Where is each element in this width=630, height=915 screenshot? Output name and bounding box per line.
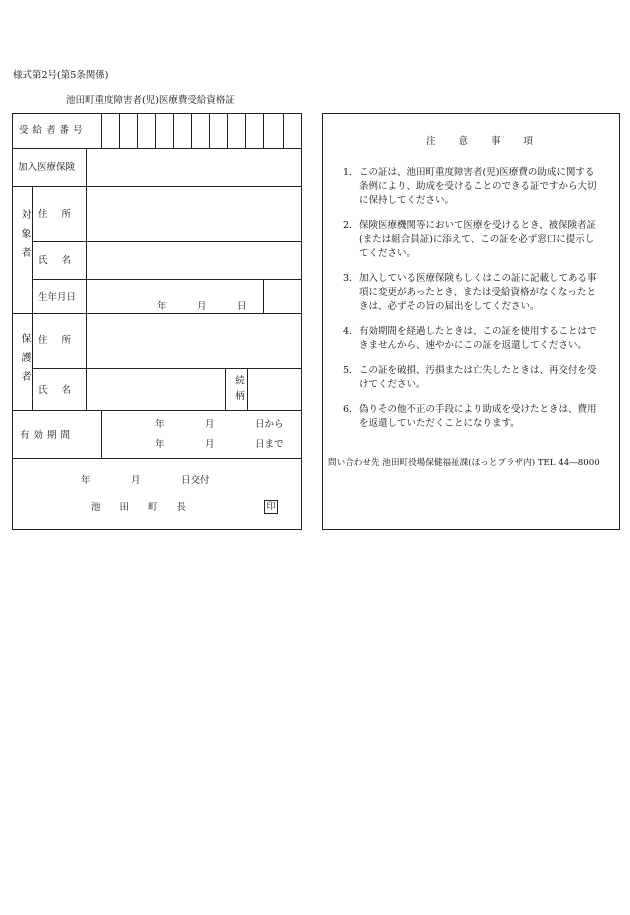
valid-to-year: 年 (155, 439, 165, 450)
notice-item: 3. 加入している医療保険もしくはこの証に記載してある事項に変更があったとき、または受給資格がなくなったときは、必ずその旨の届出をしてください。 (343, 273, 597, 312)
guardian-address-label: 住所 (38, 335, 86, 346)
certificate-card (12, 113, 302, 530)
notice-list (330, 166, 600, 442)
form-title: 池田町重度障害者(児)医療費受給資格証 (66, 95, 235, 106)
notice-item: 2. 保険医療機関等において医療を受けるとき、被保険者証(または組合員証)に添えて、この証を必ず窓口に提示してください。 (343, 220, 597, 259)
notice-item: 5. この証を破損、汚損または亡失したときは、再交付を受けてください。 (343, 365, 597, 390)
issued-year: 年 (81, 475, 91, 486)
valid-from-month: 月 (205, 419, 215, 430)
notice-item: 4. 有効期間を経過したときは、この証を使用することはできませんから、速やかにこの証を返還してください。 (343, 326, 597, 351)
subject-name-label: 氏名 (38, 255, 86, 266)
notice-item: 6. 偽りその他不正の手段により助成を受けたときは、費用を返還していただくことになります。 (343, 404, 597, 429)
valid-to-month: 月 (205, 439, 215, 450)
birthdate-label: 生年月日 (38, 292, 77, 303)
birthdate-day: 日 (237, 301, 247, 312)
recipient-number-label: 受給者番号 (19, 125, 87, 136)
issued-month: 月 (131, 475, 141, 486)
guardian-name-label: 氏名 (38, 385, 86, 396)
validity-label: 有効期間 (20, 430, 75, 441)
birthdate-month: 月 (197, 301, 207, 312)
valid-to-day: 日まで (255, 439, 284, 450)
issued-day: 日交付 (181, 475, 210, 486)
subject-address-label: 住所 (38, 209, 86, 220)
notice-title: 注意事項 (426, 136, 557, 147)
valid-from-year: 年 (155, 419, 165, 430)
mayor-label: 池田町長 (91, 502, 206, 513)
contact-info: 問い合わせ先 池田町役場保健福祉課(ほっとプラザ内) TEL 44―8000 (328, 458, 600, 468)
seal-mark: 印 (264, 500, 278, 514)
insurance-label: 加入医療保険 (18, 162, 76, 173)
notice-item: 1. この証は、池田町重度障害者(児)医療費の助成に関する条例により、助成を受けることのできる証ですから大切に保持してください。 (343, 167, 597, 206)
birthdate-year: 年 (157, 301, 167, 312)
subject-label: 対象者 (19, 209, 30, 266)
guardian-label: 保護者 (19, 333, 30, 390)
form-number-label: 様式第2号(第5条関係) (13, 70, 109, 81)
relation-label: 続柄 (233, 375, 244, 406)
valid-from-day: 日から (255, 419, 284, 430)
